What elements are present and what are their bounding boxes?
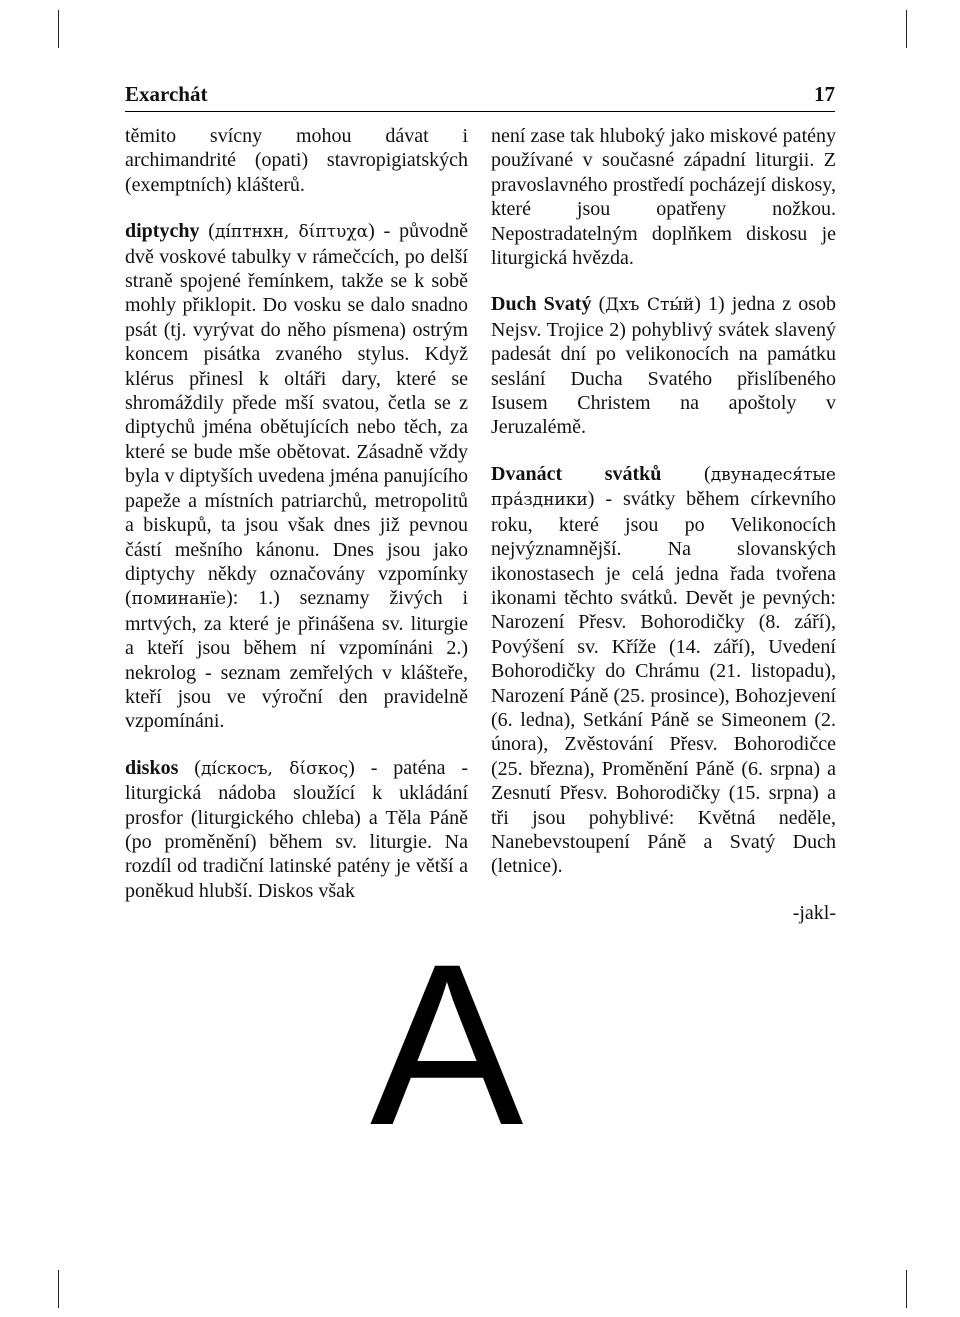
section-letter: A — [370, 916, 524, 1173]
paragraph-continuation — [125, 124, 468, 197]
entry-body: ) - svátky během církevního roku, které jsou po Velikonocích nejvýznamnější. Na slovanských ikonostasech je celá jedna řada tvořena ikonami těchto svátků. Devět je pevných: Narození Přesv. Bohorodičky (8. září), Povýšení sv. Kříže (14. září), Uvedení Bohorodičky do Chrámu (21. listopadu), Narození Páně (25. prosince), Bohozjevení (6. ledna), Setkání Páně se Simeonem (2. února), Zvěstování Přesv. Bohorodičce (25. března), Proměnění Páně (6. srpna) a Zesnutí Přesv. Bohorodičky (15. srpna) a tři jsou pohyblivé: Květná neděle, Nanebevstoupení Páně a Svatý Duch (letnice). — [491, 488, 836, 878]
cyrillic-greek-term: ді́скосъ, δίσκος — [200, 758, 349, 779]
crop-mark-top-right — [906, 10, 907, 48]
entry-body: ) 1) jedna z osob Nejsv. Trojice 2) pohyblivý svátek slavený padesát dní po velikonocích na památku seslání Ducha Svatého přislíbeného Isusem Christem na apoštoly v Jeruzalémě. — [491, 293, 836, 439]
entry-term: diskos — [125, 756, 179, 779]
entry-body: ) - paténa - liturgická nádoba sloužící k ukládání prosfor (liturgického chleba) a Těla Páně (po proměnění) během sv. liturgie. Na rozdíl od tradiční latinské patény je větší a poněkud hlubší. Diskos však — [125, 756, 468, 902]
entry-dvanact-svatku — [491, 462, 836, 879]
entry-duch-svaty — [491, 292, 836, 439]
entry-term: Dvanáct svátků — [491, 462, 662, 485]
entry-term: Duch Svatý — [491, 293, 592, 316]
page-number: 17 — [814, 82, 835, 106]
entry-term: diptychy — [125, 220, 200, 243]
paragraph-continuation — [491, 124, 836, 270]
entry-diskos — [125, 756, 468, 903]
author-signature: -jakl- — [792, 901, 836, 924]
cyrillic-term: двунадеся́тые пра́здники — [491, 464, 836, 511]
paren-open: ( — [591, 293, 606, 316]
paren-open: ( — [199, 220, 215, 243]
entry-body-continued: ): 1.) seznamy živých i mrtvých, za které je přinášena sv. liturgie a kteří jsou během ní vzpomínáni 2.) nekrolog - seznam zemřelých v klášteře, kteří jsou ve výroční den pravidelně vzpomínáni. — [125, 587, 468, 733]
paren-open: ( — [178, 756, 201, 779]
entry-body: ) - původně dvě voskové tabulky v rámečcích, po delší straně spojené řemínkem, takže se k sobě mohly přiklopit. Do vosku se dalo snadno psát (tj. vyrývat do něho písmena) ostrým koncem pisátka zvaného stylus. Když klérus přinesl k oltáři dary, které se shromáždily přede mší svatou, četla se z diptychů jména obětujících nebo těch, za které se bude mše obětovat. Zásadně vždy byla v diptyších uvedena jména panujícího papeže a místních patriarchů, metropolitů a biskupů, ta jsou však dnes již pevnou částí mešního kánonu. Dnes jsou jako diptychy někdy označovány vzpomínky ( — [125, 220, 468, 610]
crop-mark-bottom-left — [58, 1270, 59, 1308]
crop-mark-top-left — [58, 10, 59, 48]
cyrillic-term: Дхъ Сты́й — [605, 295, 695, 316]
left-column — [125, 124, 468, 925]
page-header — [125, 82, 835, 110]
right-column — [491, 124, 836, 945]
header-rule — [125, 111, 835, 112]
paren-open: ( — [661, 462, 711, 485]
entry-diptychy — [125, 219, 468, 734]
cyrillic-greek-term: ді́птнхн, δίπτυχα — [214, 222, 369, 243]
paragraph-text: těmito svícny mohou dávat i archimandrité (opati) stavropigiatských (exemptních) klášterů. — [125, 125, 468, 196]
paragraph-text: není zase tak hluboký jako miskové patény používané v současné západní liturgii. Z pravoslavného prostředí pocházejí diskosy, které jsou opatřeny nožkou. Nepostradatelným doplňkem diskosu je liturgická hvězda. — [491, 125, 836, 270]
running-title: Exarchát — [125, 82, 208, 106]
crop-mark-bottom-right — [906, 1270, 907, 1308]
cyrillic-term: поминанїе — [131, 589, 227, 610]
